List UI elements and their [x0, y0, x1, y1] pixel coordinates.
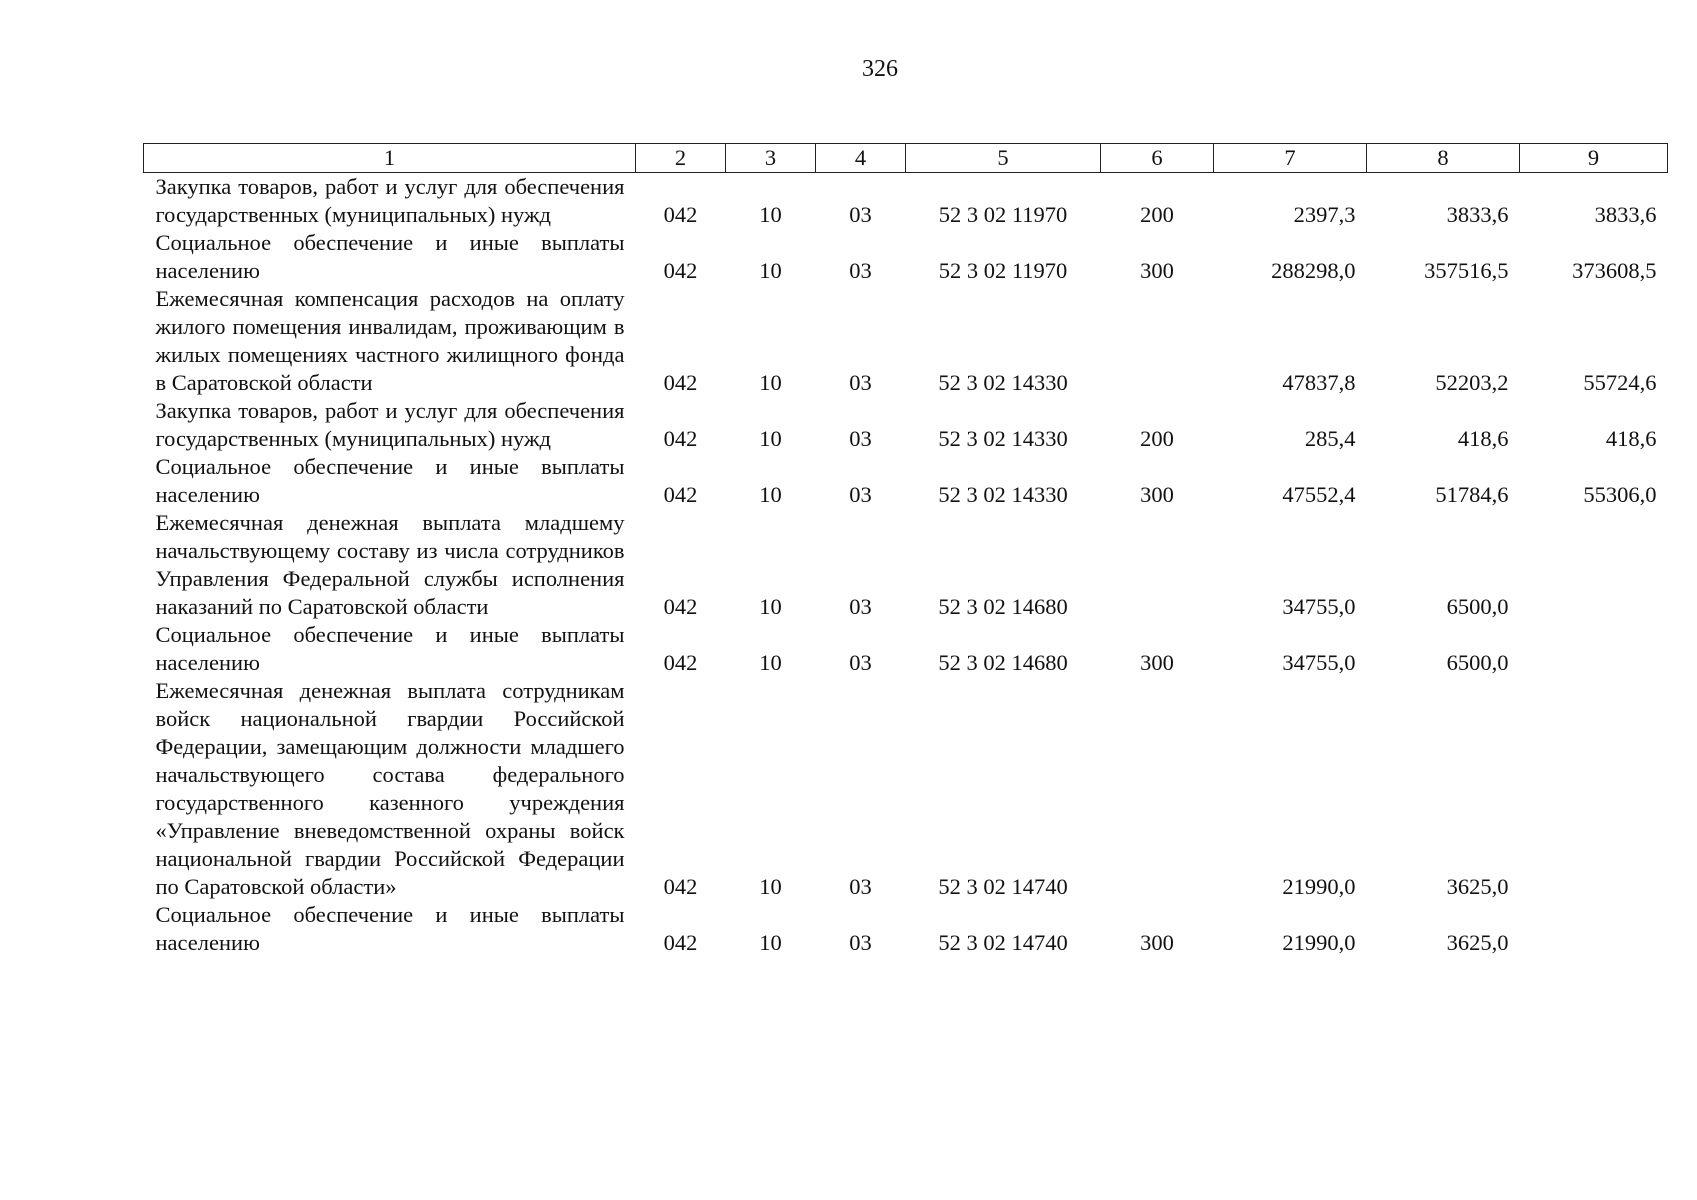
amount-col-8: 3625,0 [1446, 874, 1509, 899]
target-article-code: 52 3 02 14740 [938, 874, 1068, 899]
table-row [144, 285, 1668, 397]
amount-col-7: 285,4 [1304, 426, 1356, 451]
table-header-row [144, 144, 1668, 173]
amount-col-7: 288298,0 [1271, 258, 1356, 283]
section-code: 10 [759, 930, 782, 955]
amount-col-7: 47552,4 [1282, 482, 1356, 507]
target-article-code: 52 3 02 11970 [938, 258, 1068, 283]
amount-col-9: 55306,0 [1583, 482, 1657, 507]
target-article-code: 52 3 02 14330 [938, 482, 1068, 507]
row-description: Социальное обеспечение и иные выплаты населению [155, 622, 625, 675]
expense-type-code [1101, 509, 1214, 621]
subsection-code: 03 [849, 202, 872, 227]
section-code: 10 [759, 650, 782, 675]
target-article-code: 52 3 02 14740 [938, 930, 1068, 955]
subsection-code: 03 [849, 482, 872, 507]
table-row [144, 397, 1668, 453]
amount-col-9: 373608,5 [1572, 258, 1657, 283]
amount-col-7: 2397,3 [1293, 202, 1356, 227]
expense-type-code: 300 [1140, 482, 1174, 507]
table-row [144, 173, 1668, 230]
amount-col-7: 47837,8 [1282, 370, 1356, 395]
admin-code: 042 [663, 482, 698, 507]
table-row [144, 453, 1668, 509]
table-row [144, 509, 1668, 621]
amount-col-8: 51784,6 [1435, 482, 1509, 507]
subsection-code: 03 [849, 370, 872, 395]
expense-type-code [1101, 677, 1214, 901]
admin-code: 042 [663, 370, 698, 395]
amount-col-8: 3625,0 [1446, 930, 1509, 955]
expense-type-code [1101, 285, 1214, 397]
header-col-9: 9 [1520, 144, 1668, 173]
target-article-code: 52 3 02 14680 [938, 650, 1068, 675]
admin-code: 042 [663, 594, 698, 619]
table-row [144, 229, 1668, 285]
admin-code: 042 [663, 202, 698, 227]
amount-col-9 [1520, 901, 1668, 957]
row-description: Ежемесячная денежная выплата сотрудникам войск национальной гвардии Российской Федерации, замещающим должности младшего начальствующего состава федерального государственного казенного учреждения «Управление вневедомственной охраны войск национальной гвардии Российской Федерации по Саратовской области» [155, 678, 625, 899]
amount-col-8: 418,6 [1457, 426, 1509, 451]
target-article-code: 52 3 02 11970 [938, 202, 1068, 227]
section-code: 10 [759, 258, 782, 283]
page-number: 326 [862, 56, 898, 82]
header-col-5: 5 [906, 144, 1101, 173]
amount-col-8: 52203,2 [1435, 370, 1509, 395]
section-code: 10 [759, 370, 782, 395]
section-code: 10 [759, 594, 782, 619]
header-col-3: 3 [726, 144, 816, 173]
header-col-8: 8 [1367, 144, 1520, 173]
amount-col-7: 21990,0 [1282, 930, 1356, 955]
amount-col-9: 3833,6 [1594, 202, 1657, 227]
subsection-code: 03 [849, 874, 872, 899]
amount-col-7: 21990,0 [1282, 874, 1356, 899]
subsection-code: 03 [849, 930, 872, 955]
target-article-code: 52 3 02 14680 [938, 594, 1068, 619]
expense-type-code: 200 [1140, 202, 1174, 227]
row-description: Закупка товаров, работ и услуг для обеспечения государственных (муниципальных) нужд [155, 398, 625, 451]
row-description: Социальное обеспечение и иные выплаты населению [155, 454, 625, 507]
subsection-code: 03 [849, 650, 872, 675]
row-description: Социальное обеспечение и иные выплаты населению [155, 230, 625, 283]
amount-col-9 [1520, 677, 1668, 901]
admin-code: 042 [663, 426, 698, 451]
target-article-code: 52 3 02 14330 [938, 426, 1068, 451]
subsection-code: 03 [849, 426, 872, 451]
amount-col-9: 418,6 [1605, 426, 1657, 451]
section-code: 10 [759, 202, 782, 227]
subsection-code: 03 [849, 258, 872, 283]
budget-table [143, 143, 1668, 957]
expense-type-code: 300 [1140, 930, 1174, 955]
amount-col-7: 34755,0 [1282, 594, 1356, 619]
expense-type-code: 300 [1140, 650, 1174, 675]
amount-col-7: 34755,0 [1282, 650, 1356, 675]
amount-col-8: 357516,5 [1424, 258, 1509, 283]
admin-code: 042 [663, 258, 698, 283]
amount-col-8: 6500,0 [1446, 650, 1509, 675]
header-col-2: 2 [636, 144, 726, 173]
subsection-code: 03 [849, 594, 872, 619]
admin-code: 042 [663, 650, 698, 675]
row-description: Ежемесячная денежная выплата младшему начальствующему составу из числа сотрудников Управления Федеральной службы исполнения наказаний по Саратовской области [155, 510, 625, 619]
amount-col-8: 6500,0 [1446, 594, 1509, 619]
section-code: 10 [759, 874, 782, 899]
admin-code: 042 [663, 930, 698, 955]
header-col-7: 7 [1214, 144, 1367, 173]
row-description: Социальное обеспечение и иные выплаты населению [155, 902, 625, 955]
amount-col-9: 55724,6 [1583, 370, 1657, 395]
row-description: Ежемесячная компенсация расходов на оплату жилого помещения инвалидам, проживающим в жилых помещениях частного жилищного фонда в Саратовской области [155, 286, 625, 395]
table-row [144, 621, 1668, 677]
table-row [144, 677, 1668, 901]
admin-code: 042 [663, 874, 698, 899]
expense-type-code: 200 [1140, 426, 1174, 451]
expense-type-code: 300 [1140, 258, 1174, 283]
amount-col-9 [1520, 621, 1668, 677]
header-col-1: 1 [144, 144, 636, 173]
amount-col-9 [1520, 509, 1668, 621]
amount-col-8: 3833,6 [1446, 202, 1509, 227]
section-code: 10 [759, 482, 782, 507]
target-article-code: 52 3 02 14330 [938, 370, 1068, 395]
row-description: Закупка товаров, работ и услуг для обеспечения государственных (муниципальных) нужд [155, 174, 625, 227]
section-code: 10 [759, 426, 782, 451]
table-row [144, 901, 1668, 957]
header-col-6: 6 [1101, 144, 1214, 173]
header-col-4: 4 [816, 144, 906, 173]
